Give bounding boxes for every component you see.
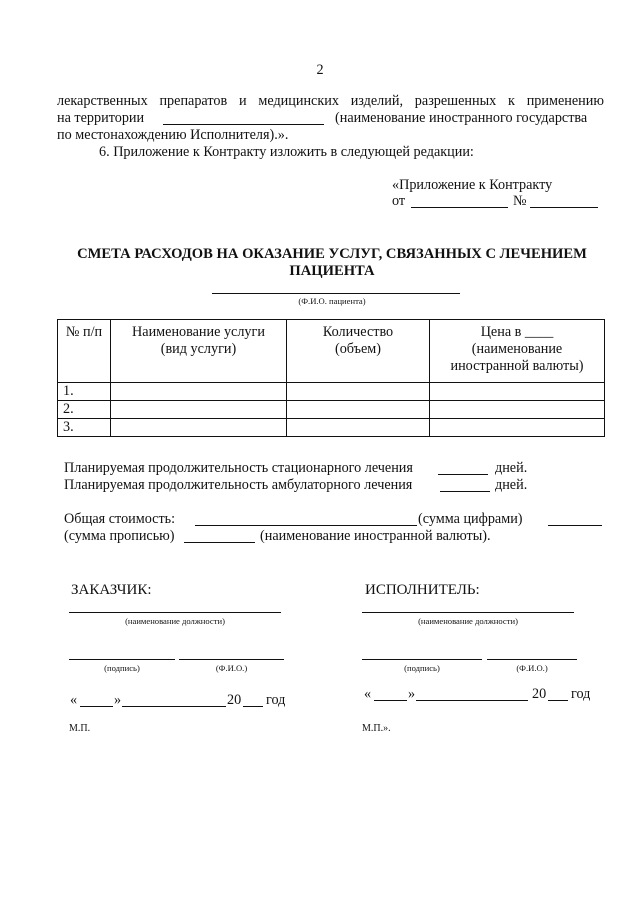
customer-year-line: [243, 706, 263, 707]
contractor-date-open-quote: «: [364, 686, 372, 702]
appendix-from: от: [392, 193, 406, 209]
contractor-title: ИСПОЛНИТЕЛЬ:: [365, 582, 480, 598]
intro-word: и: [238, 93, 247, 109]
customer-signature-caption: (подпись): [104, 663, 140, 673]
cost-table: [57, 319, 605, 437]
row-number: 3.: [58, 419, 111, 437]
header-service: Наименование услуги (вид услуги): [111, 320, 287, 383]
price-cell[interactable]: [430, 401, 605, 419]
table-header-row: [58, 320, 605, 383]
inpatient-days-unit: дней.: [495, 460, 528, 476]
contractor-signature-caption: (подпись): [404, 663, 440, 673]
service-cell[interactable]: [111, 383, 287, 401]
contractor-stamp-label: М.П.».: [362, 723, 391, 734]
patient-name-line: [212, 293, 460, 294]
quantity-cell[interactable]: [287, 401, 430, 419]
total-cost-label: Общая стоимость:: [64, 511, 176, 527]
intro-word: применению: [526, 93, 604, 109]
inpatient-duration-label: Планируемая продолжительность стационарного лечения: [64, 460, 413, 476]
quantity-cell[interactable]: [287, 383, 430, 401]
contractor-day-line: [374, 700, 407, 701]
price-cell[interactable]: [430, 383, 605, 401]
intro-line-3: по местонахождению Исполнителя).».: [57, 127, 289, 143]
header-number: № п/п: [58, 320, 111, 383]
sum-digits-line: [548, 525, 602, 526]
header-price: Цена в ____ (наименование иностранной валюты): [430, 320, 605, 383]
contractor-position-caption: (наименование должности): [418, 616, 518, 626]
appendix-number-sign: №: [513, 193, 527, 209]
service-cell[interactable]: [111, 419, 287, 437]
outpatient-days-unit: дней.: [495, 477, 528, 493]
outpatient-duration-label: Планируемая продолжительность амбулаторного лечения: [64, 477, 413, 493]
intro-word: препаратов: [159, 93, 228, 109]
total-cost-line: [195, 525, 417, 526]
contractor-name-line: [487, 659, 577, 660]
price-cell[interactable]: [430, 419, 605, 437]
service-cell[interactable]: [111, 401, 287, 419]
sum-digits-label: (сумма цифрами): [418, 511, 523, 527]
header-quantity: Количество (объем): [287, 320, 430, 383]
customer-month-line: [122, 706, 226, 707]
row-number: 1.: [58, 383, 111, 401]
customer-day-line: [80, 706, 113, 707]
customer-date-open-quote: «: [70, 692, 78, 708]
customer-year-prefix: 20: [227, 692, 242, 708]
intro-word: медицинских: [258, 93, 339, 109]
inpatient-days-line: [438, 474, 488, 475]
intro-word: изделий,: [350, 93, 403, 109]
quantity-cell[interactable]: [287, 419, 430, 437]
document-heading-line-1: СМЕТА РАСХОДОВ НА ОКАЗАНИЕ УСЛУГ, СВЯЗАННЫХ С ЛЕЧЕНИЕМ: [77, 246, 587, 262]
row-number: 2.: [58, 401, 111, 419]
outpatient-days-line: [440, 491, 490, 492]
intro-word: разрешенных: [414, 93, 497, 109]
intro-line-2b: (наименование иностранного государства: [335, 110, 588, 126]
appendix-date-line: [411, 207, 508, 208]
intro-word: к: [508, 93, 515, 109]
currency-label: (наименование иностранной валюты).: [260, 528, 491, 544]
sum-words-label: (сумма прописью): [64, 528, 175, 544]
page-number: 2: [316, 62, 324, 78]
contractor-date-close-quote: »: [408, 686, 416, 702]
intro-line-1: [57, 93, 604, 110]
contractor-year-line: [548, 700, 568, 701]
customer-year-suffix: год: [266, 692, 286, 708]
intro-word: лекарственных: [57, 93, 148, 109]
table-row: [58, 401, 605, 419]
customer-position-caption: (наименование должности): [125, 616, 225, 626]
intro-line-2a: на территории: [57, 110, 145, 126]
item-6-text: 6. Приложение к Контракту изложить в следующей редакции:: [99, 144, 474, 160]
country-blank-line: [163, 124, 324, 125]
contractor-position-line: [362, 612, 574, 613]
customer-name-line: [179, 659, 284, 660]
contractor-year-prefix: 20: [532, 686, 547, 702]
contractor-signature-line: [362, 659, 482, 660]
appendix-title: «Приложение к Контракту: [392, 177, 553, 193]
contractor-year-suffix: год: [571, 686, 591, 702]
table-row: [58, 419, 605, 437]
contractor-name-caption: (Ф.И.О.): [516, 663, 548, 673]
document-heading-line-2: ПАЦИЕНТА: [289, 263, 375, 279]
customer-name-caption: (Ф.И.О.): [215, 663, 248, 673]
customer-signature-line: [69, 659, 175, 660]
table-row: [58, 383, 605, 401]
customer-position-line: [69, 612, 281, 613]
customer-title: ЗАКАЗЧИК:: [71, 582, 152, 598]
appendix-number-line: [530, 207, 598, 208]
customer-date-close-quote: »: [114, 692, 122, 708]
contractor-month-line: [416, 700, 528, 701]
sum-words-line: [184, 542, 255, 543]
customer-stamp-label: М.П.: [69, 723, 91, 734]
patient-name-caption: (Ф.И.О. пациента): [298, 296, 366, 306]
